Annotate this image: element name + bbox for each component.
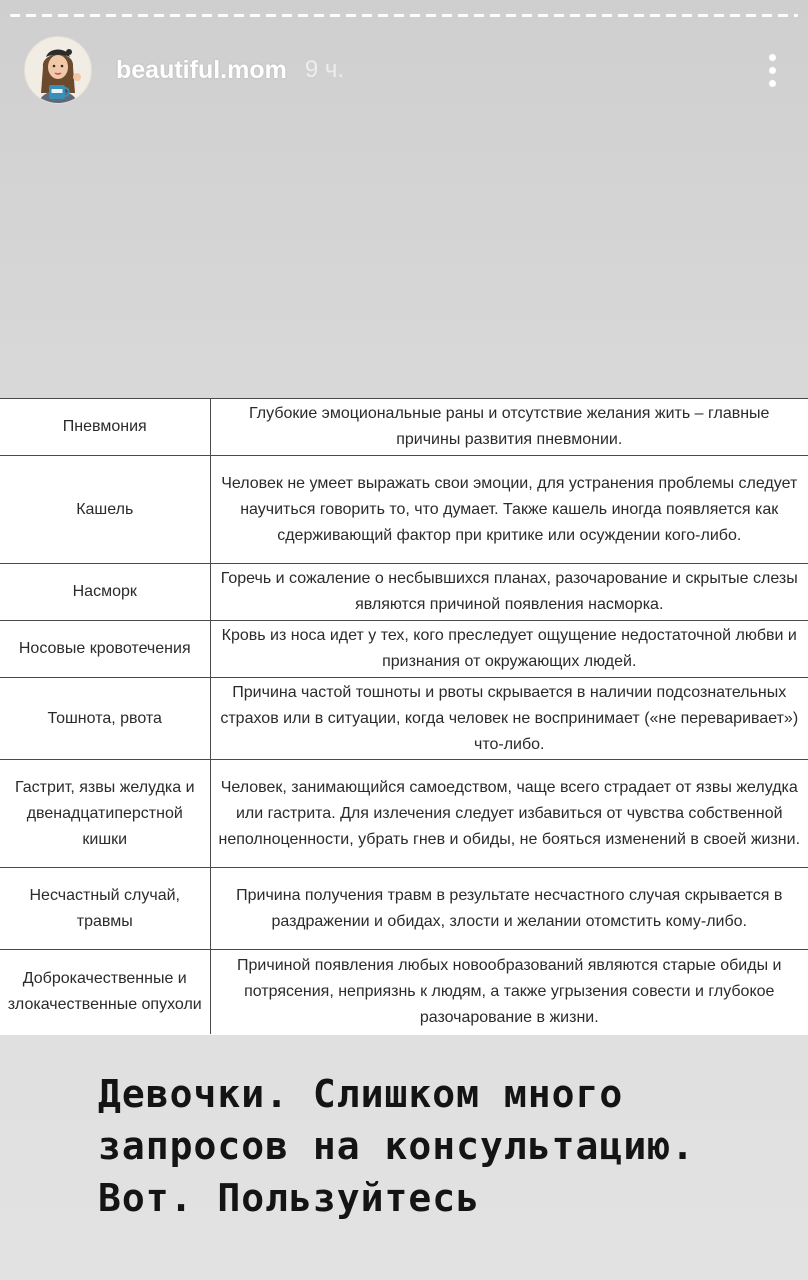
table-row	[0, 621, 808, 678]
table-row	[0, 760, 808, 868]
disease-name: Пневмония	[0, 399, 210, 456]
disease-name: Носовые кровотечения	[0, 621, 210, 678]
table-row	[0, 564, 808, 621]
table-row	[0, 456, 808, 564]
disease-description: Причина получения травм в результате несчастного случая скрывается в раздражении и обидах, злости и желании отомстить кому-либо.	[210, 868, 808, 950]
disease-cause-table	[0, 398, 808, 1034]
disease-description: Причиной появления любых новообразований являются старые обиды и потрясения, неприязнь к людям, а также угрызения совести и глубокое разочарование в жизни.	[210, 950, 808, 1034]
disease-description: Причина частой тошноты и рвоты скрывается в наличии подсознательных страхов или в ситуации, когда человек не воспринимает («не переваривает») что-либо.	[210, 678, 808, 760]
table-row	[0, 678, 808, 760]
table-row	[0, 399, 808, 456]
disease-name: Насморк	[0, 564, 210, 621]
dot-icon	[769, 54, 776, 61]
disease-description: Глубокие эмоциональные раны и отсутствие желания жить – главные причины развития пневмонии.	[210, 399, 808, 456]
story-caption: Девочки. Слишком много запросов на консультацию. Вот. Пользуйтесь	[98, 1072, 695, 1220]
username[interactable]: beautiful.mom	[116, 55, 287, 84]
avatar-woman-icon	[25, 37, 91, 103]
disease-description: Человек не умеет выражать свои эмоции, для устранения проблемы следует научиться говорить то, что думает. Также кашель иногда появляется как сдерживающий фактор при критике или осуждении кого-либо.	[210, 456, 808, 564]
story-progress-bar	[10, 14, 798, 17]
vertical-ellipsis-icon[interactable]	[760, 50, 784, 90]
disease-description: Кровь из носа идет у тех, кого преследует ощущение недостаточной любви и признания от окружающих людей.	[210, 621, 808, 678]
avatar[interactable]	[24, 36, 92, 104]
dot-icon	[769, 80, 776, 87]
table-row	[0, 950, 808, 1034]
disease-description: Горечь и сожаление о несбывшихся планах, разочарование и скрытые слезы являются причиной появления насморка.	[210, 564, 808, 621]
disease-name: Кашель	[0, 456, 210, 564]
dot-icon	[769, 67, 776, 74]
disease-name: Тошнота, рвота	[0, 678, 210, 760]
story-image-table	[0, 398, 808, 1035]
disease-name: Доброкачественные и злокачественные опухоли	[0, 950, 210, 1034]
disease-name: Несчастный случай, травмы	[0, 868, 210, 950]
disease-name: Гастрит, язвы желудка и двенадцатиперстной кишки	[0, 760, 210, 868]
disease-description: Человек, занимающийся самоедством, чаще всего страдает от язвы желудка или гастрита. Для излечения следует избавиться от чувства собственной неполноценности, убрать гнев и обиды, не бояться изменений в своей жизни.	[210, 760, 808, 868]
story-header	[24, 36, 784, 104]
post-time: 9 ч.	[304, 56, 345, 83]
table-row	[0, 868, 808, 950]
